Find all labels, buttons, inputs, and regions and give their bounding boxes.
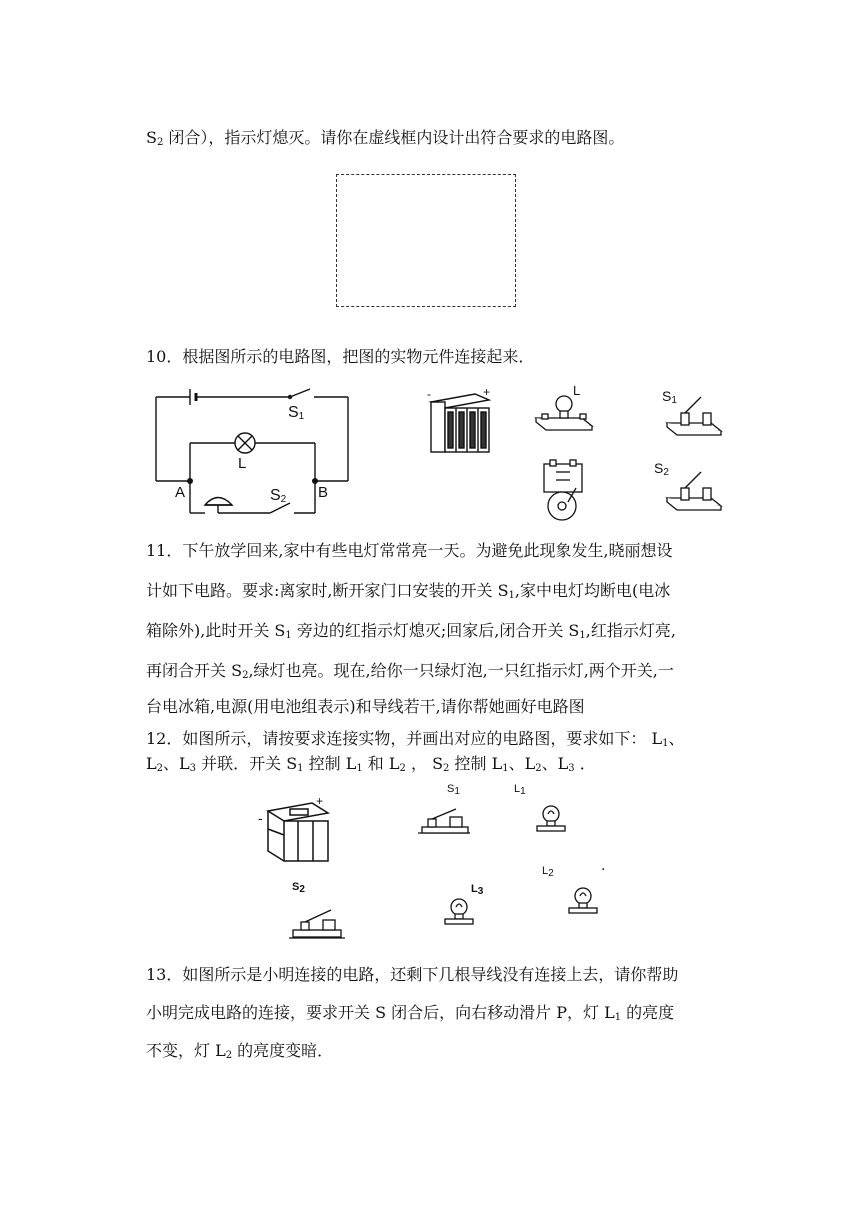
- battery-pack-icon: [425, 385, 495, 458]
- text-segment: ．: [574, 754, 596, 773]
- subscript: 1: [297, 763, 304, 774]
- q11-line5: 台电冰箱,电源(用电池组表示)和导线若干,请你帮她画好电路图: [146, 697, 585, 716]
- answer-dashed-box: [336, 174, 516, 307]
- switch-s2-icon: [287, 906, 347, 946]
- q13-line2: 小明完成电路的连接，要求开关 S 闭合后，向右移动滑片 P，灯 $L_1$ 的亮度: [146, 1003, 675, 1023]
- battery-box-icon: [256, 795, 336, 867]
- subscript: 2: [399, 763, 406, 774]
- subscript: 2: [443, 763, 450, 774]
- q13-line1: 13．如图所示是小明连接的电路，还剩下几根导线没有连接上去，请你帮助: [146, 965, 679, 984]
- svg-text:-: -: [258, 810, 263, 826]
- svg-text:+: +: [316, 794, 324, 808]
- diagram-label-l: L: [238, 455, 247, 472]
- subscript: 1: [502, 763, 509, 774]
- svg-text:+: +: [483, 385, 491, 399]
- fig-label-l2: $L_2$: [542, 865, 554, 879]
- q10-text: 10．根据图所示的电路图，把图的实物元件连接起来．: [146, 347, 535, 366]
- text-segment: 并联．开关 S: [196, 754, 298, 773]
- svg-text:-: -: [427, 387, 431, 401]
- text-segment: 、L: [163, 754, 190, 773]
- fig-label-s2: $S_2$: [292, 881, 305, 895]
- fig-label-l1: $L_1$: [514, 783, 526, 797]
- electric-bell-icon: [538, 458, 590, 524]
- q12-line2: [146, 754, 596, 779]
- q13-line3: 不变，灯 $L_2$ 的亮度变暗．: [146, 1041, 334, 1061]
- q11-line2: 计如下电路。要求:离家时,断开家门口安装的开关 $S_1$,家中电灯均断电(电冰: [146, 581, 671, 601]
- bulb-l2-icon: [565, 882, 601, 918]
- text-segment: 和 L: [362, 754, 400, 773]
- stray-dot: .: [601, 858, 606, 874]
- text-segment: ， S: [405, 754, 444, 773]
- switch-s1-icon: [416, 805, 472, 841]
- part-label-s1: $S_1$: [662, 388, 677, 406]
- fig-label-l3: $L_3$: [471, 883, 484, 897]
- text-segment: 、L: [508, 754, 536, 773]
- bulb-l1-icon: [533, 800, 569, 836]
- q11-line4: 再闭合开关 $S_2$,绿灯也亮。现在,给你一只绿灯泡,一只红指示灯,两个开关,一: [146, 661, 674, 681]
- text-segment: 控制 L: [449, 754, 503, 773]
- diagram-label-s1: $S_1$: [288, 404, 305, 422]
- subscript: 3: [568, 763, 575, 774]
- bulb-l3-icon: [441, 893, 477, 929]
- subscript: 2: [156, 763, 163, 774]
- q10-circuit-diagram: [150, 385, 360, 525]
- q9-text: $S_2$ 闭合），指示灯熄灭。请你在虚线框内设计出符合要求的电路图。: [146, 128, 625, 148]
- q11-line1: 11．下午放学回来,家中有些电灯常常亮一天。为避免此现象发生,晓丽想设: [146, 541, 673, 560]
- q11-line3: 箱除外),此时开关 $S_1$ 旁边的红指示灯熄灭;回家后,闭合开关 $S_1$,红指示灯亮,: [146, 621, 676, 641]
- text-segment: 、L: [541, 754, 569, 773]
- text-segment: L: [146, 754, 157, 773]
- subscript: 3: [189, 763, 197, 774]
- fig-label-s1: $S_1$: [447, 783, 460, 797]
- diagram-label-a: A: [175, 484, 186, 501]
- diagram-label-b: B: [318, 484, 329, 501]
- bulb-on-base-icon: [532, 386, 602, 436]
- part-label-s2: $S_2$: [654, 460, 669, 478]
- text-segment: 控制 L: [303, 754, 357, 773]
- subscript: 2: [535, 763, 542, 774]
- part-label-l: L: [573, 383, 581, 398]
- diagram-label-s2: $S_2$: [270, 487, 287, 505]
- switch-s2-icon: [663, 470, 725, 515]
- subscript: 1: [356, 763, 363, 774]
- q12-line1: 12．如图所示，请按要求连接实物，并画出对应的电路图，要求如下： $L_1$、: [146, 729, 685, 749]
